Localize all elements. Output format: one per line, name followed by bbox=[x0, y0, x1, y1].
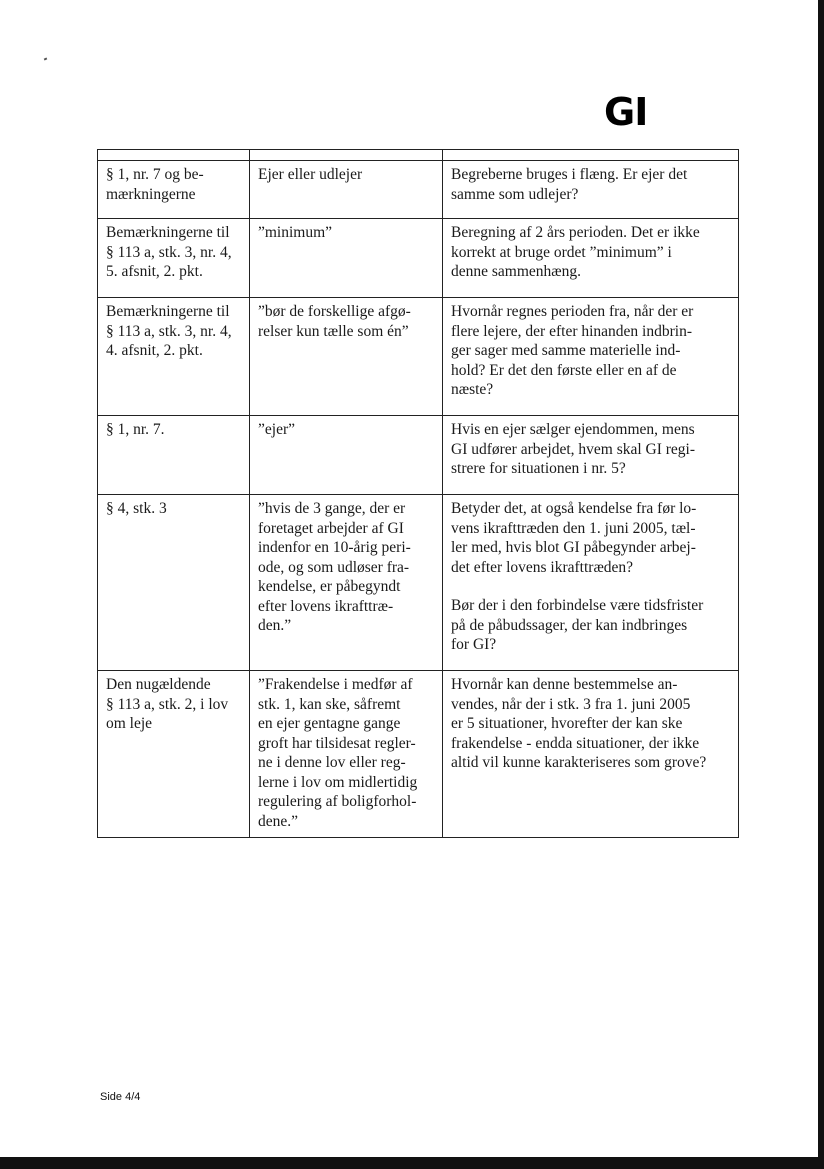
reference-cell bbox=[98, 161, 250, 219]
comment-text: Beregning af 2 års perioden. Det er ikke korrekt at bruge ordet ”minimum” i denne sammenhæng. bbox=[451, 224, 700, 280]
table-header-row bbox=[98, 150, 739, 161]
table-row bbox=[98, 298, 739, 416]
term-text: ”Frakendelse i medfør af stk. 1, kan ske, såfremt en ejer gentagne gange groft har tilsidesat regler- ne i denne lov eller reg- lerne i lov om midlertidig regulering af boligforhol- dene.” bbox=[258, 676, 418, 830]
scan-edge-bottom bbox=[0, 1157, 824, 1169]
comments-table bbox=[97, 149, 739, 838]
term-cell bbox=[250, 416, 443, 495]
reference-text: § 1, nr. 7 og be- mærkningerne bbox=[106, 166, 204, 203]
term-cell bbox=[250, 161, 443, 219]
comment-cell bbox=[443, 219, 739, 298]
header-cell bbox=[250, 150, 443, 161]
term-text: ”hvis de 3 gange, der er foretaget arbejder af GI indenfor en 10-årig peri- ode, og som udløser fra- kendelse, er påbegyndt efter lovens ikrafttræ- den.” bbox=[258, 500, 411, 634]
table-row bbox=[98, 416, 739, 495]
comment-cell bbox=[443, 298, 739, 416]
reference-text: Bemærkningerne til § 113 a, stk. 3, nr. 4, 4. afsnit, 2. pkt. bbox=[106, 303, 232, 359]
header-cell bbox=[98, 150, 250, 161]
comment-cell bbox=[443, 161, 739, 219]
term-text: ”minimum” bbox=[258, 224, 333, 241]
term-cell bbox=[250, 298, 443, 416]
term-text: ”ejer” bbox=[258, 421, 295, 438]
comment-text: Betyder det, at også kendelse fra før lo- vens ikrafttræden den 1. juni 2005, tæl- ler med, hvis blot GI påbegynder arbej- det efter lovens ikrafttræden? bbox=[451, 500, 697, 576]
comment-cell bbox=[443, 671, 739, 838]
reference-cell bbox=[98, 298, 250, 416]
term-text: Ejer eller udlejer bbox=[258, 166, 363, 183]
page-number: Side 4/4 bbox=[100, 1091, 141, 1103]
table-row bbox=[98, 161, 739, 219]
reference-text: Den nugældende § 113 a, stk. 2, i lov om leje bbox=[106, 676, 229, 732]
comment-cell bbox=[443, 495, 739, 671]
comment-text: Begreberne bruges i flæng. Er ejer det samme som udlejer? bbox=[451, 166, 688, 203]
comment-text: Hvornår kan denne bestemmelse an- vendes, når der i stk. 3 fra 1. juni 2005 er 5 situationer, hvorefter der kan ske frakendelse - endda situationer, der ikke altid vil kunne karakteriseres som grove? bbox=[451, 676, 707, 771]
term-text: ”bør de forskellige afgø- relser kun tælle som én” bbox=[258, 303, 411, 340]
table-row bbox=[98, 219, 739, 298]
reference-text: § 1, nr. 7. bbox=[106, 421, 165, 438]
reference-cell bbox=[98, 495, 250, 671]
comment-text: Hvis en ejer sælger ejendommen, mens GI udfører arbejdet, hvem skal GI regi- strere for situationen i nr. 5? bbox=[451, 421, 696, 477]
table-row bbox=[98, 495, 739, 671]
reference-cell bbox=[98, 416, 250, 495]
term-cell bbox=[250, 671, 443, 838]
reference-text: Bemærkningerne til § 113 a, stk. 3, nr. 4, 5. afsnit, 2. pkt. bbox=[106, 224, 232, 280]
comment-cell bbox=[443, 416, 739, 495]
comment-text: Bør der i den forbindelse være tidsfrister på de påbudssager, der kan indbringes for GI? bbox=[451, 597, 704, 653]
reference-cell bbox=[98, 671, 250, 838]
term-cell bbox=[250, 495, 443, 671]
table-row bbox=[98, 671, 739, 838]
reference-text: § 4, stk. 3 bbox=[106, 500, 167, 517]
scan-speck bbox=[44, 57, 48, 60]
scan-edge-right bbox=[818, 0, 824, 1169]
term-cell bbox=[250, 219, 443, 298]
header-cell bbox=[443, 150, 739, 161]
reference-cell bbox=[98, 219, 250, 298]
comment-text: Hvornår regnes perioden fra, når der er flere lejere, der efter hinanden indbrin- ger sager med samme materielle ind- hold? Er det den første eller en af de næste? bbox=[451, 303, 694, 398]
gi-logo: GI bbox=[604, 90, 648, 134]
